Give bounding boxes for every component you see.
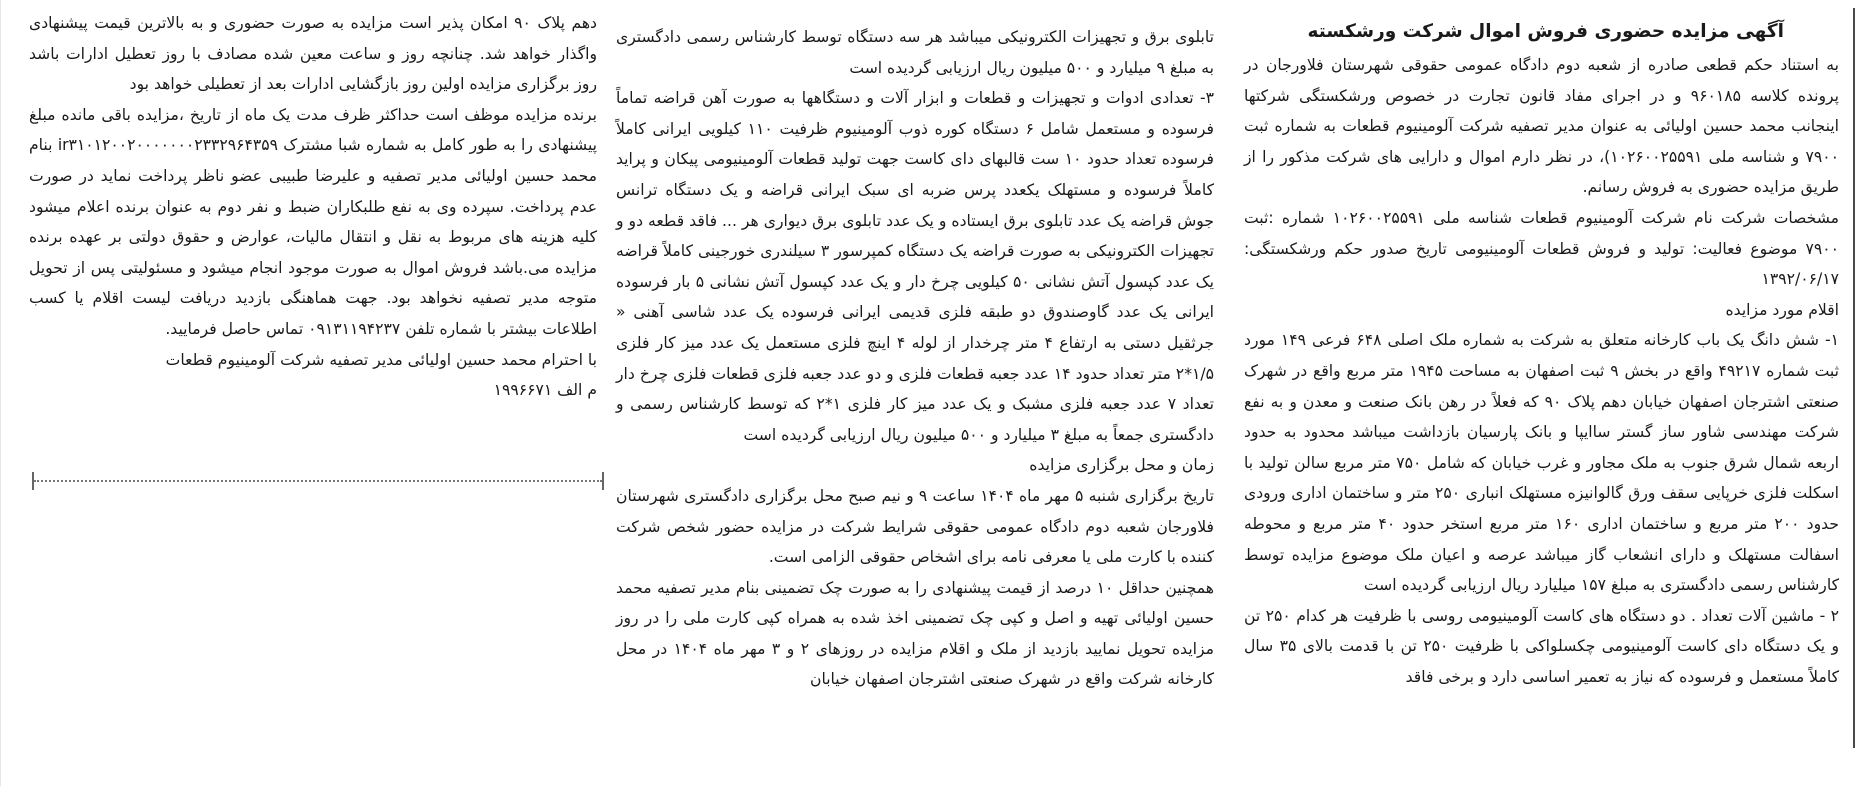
- notice-title: آگهی مزایده حضوری فروش اموال شرکت ورشکسته: [1307, 21, 1784, 42]
- address-continued-paragraph: دهم پلاک ۹۰ امکان پذیر است مزایده به صورت حضوری و به بالاترین قیمت پیشنهادی واگذار خواهد شد. چنانچه روز و ساعت معین شده مصادف با روز تعطیل ادارات باشد روز برگزاری مزایده اولین روز بازگشایی ادارات بعد از تعطیلی خواهد بود: [29, 14, 598, 94]
- auction-items-heading: اقلام مورد مزایده: [1725, 300, 1839, 319]
- deposit-paragraph: همچنین حداقل ۱۰ درصد از قیمت پیشنهادی را به صورت چک تضمینی بنام مدیر تصفیه محمد حسین اولیائی تهیه و اصل و کپی چک تضمینی اخذ شده به همراه کپی کارت ملی را در روز مزایده تحویل نمایید بازدید از ملک و اقلام مزایده در روزهای ۲ و ۳ مهر ماه ۱۴۰۴ در محل کارخانه شرکت واقع در شهرک صنعتی اشترجان اصفهان خیابان: [616, 578, 1215, 689]
- time-place-heading: زمان و محل برگزاری مزایده: [1029, 456, 1214, 475]
- signature-line: با احترام محمد حسین اولیائی مدیر تصفیه شرکت آلومینیوم قطعات: [165, 350, 597, 369]
- winner-obligations-paragraph: برنده مزایده موظف است حداکثر ظرف مدت یک ماه از تاریخ ،مزایده باقی مانده مبلغ پیشنهادی را به طور کامل به شماره شبا مشترک ir۳۱۰۱۲۰۰۲۰۰۰۰۰۰۰۲۳۳۲۹۶۴۳۵۹ بنام محمد حسین اولیائی مدیر تصفیه و علیرضا طبیبی عضو ناظر پرداخت نماید در صورت عدم پرداخت. سپرده وی به نفع طلبکاران ضبط و نفر دوم به عنوان برنده اعلام میشود کلیه هزینه های مربوط به نقل و انتقال مالیات، عوارض و حقوق دولتی بر عهده برنده مزایده می.باشد فروش اموال به صورت موجود انجام میشود و مسئولیتی پس از تحویل متوجه مدیر تصفیه نخواهد بود. جهت هماهنگی بازدید دریافت لیست اقلام یا کسب اطلاعات بیشتر با شماره تلفن ۰۹۱۳۱۱۹۴۲۳۷ تماس حاصل فرمایید.: [29, 105, 597, 338]
- notice-column-right: [1244, 16, 1839, 692]
- item-3-scrap-paragraph: ۳- تعدادی ادوات و تجهیزات و قطعات و ابزار آلات و دستگاهها به صورت آهن قراضه تماماً فرسوده و مستعمل شامل ۶ دستگاه کوره ذوب آلومینیوم ظرفیت ۱۱۰ کیلویی ایرانی کاملاً فرسوده تعداد حدود ۱۰ ست قالبهای دای کاست جهت تولید قطعات آلومینیومی پیکان و پراید کاملاً فرسوده و مستهلک یکعدد پرس ضربه ای سبک ایرانی قراضه و یک دستگاه ترانس جوش قراضه یک عدد تابلوی برق ایستاده و یک عدد تابلوی برق دیواری هر ... فاقد قطعه دو و تجهیزات الکترونیکی به صورت قراضه یک دستگاه کمپرسور ۳ سیلندری خورجینی کاملاً قراضه یک عدد کپسول آتش نشانی ۵۰ کیلویی چرخ دار و یک عدد کپسول آتش نشانی ۵ بار فرسوده ایرانی یک عدد گاوصندوق دو طبقه فلزی قدیمی ایرانی فرسوده یک عدد شاسی آهنی « جرثقیل دستی به ارتفاع ۴ متر چرخدار از لوله ۴ اینچ فلزی مستعمل یک عدد میز کار فلزی ۱/۵*۲ متر تعداد حدود ۱۴ عدد جعبه قطعات فلزی و دو عدد جعبه فلزی قطعات فلزی چرخ دار تعداد ۷ عدد جعبه فلزی مشبک و یک عدد میز کار فلزی ۱*۲ که توسط کارشناس رسمی و دادگستری جمعاً به مبلغ ۳ میلیارد و ۵۰۰ میلیون ریال ارزیابی گردیده است: [616, 89, 1215, 444]
- intro-paragraph: به استناد حکم قطعی صادره از شعبه دوم دادگاه عمومی حقوقی شهرستان فلاورجان در پرونده کلاسه ۹۶۰۱۸۵ و در اجرای مفاد قانون تجارت در خصوص ورشکستگی شرکتها اینجانب محمد حسین اولیائی به عنوان مدیر تصفیه شرکت آلومینیوم قطعات به شماره ثبت ۷۹۰۰ و شناسه ملی ۱۰۲۶۰۰۲۵۵۹۱)، در نظر دارم اموال و دارایی های شرکت مذکور را از طریق مزایده حضوری به فروش رسانم.: [1244, 56, 1839, 197]
- divider-cap-right: [602, 472, 604, 490]
- item-1-factory-paragraph: ۱- شش دانگ یک باب کارخانه متعلق به شرکت به شماره ملک اصلی ۶۴۸ فرعی ۱۴۹ مورد ثبت شماره ۴۹۲۱۷ واقع در بخش ۹ ثبت اصفهان به مساحت ۱۹۴۵ متر مربع واقع در شهرک صنعتی اشترجان اصفهان خیابان دهم پلاک ۹۰ که فعلاً در رهن بانک صنعت و معدن و به نفع شرکت مهندسی شاور ساز گستر ساایپا و بانک پارسیان بازداشت میباشد محدود به حدود اربعه شمال شرق جنوب به ملک مجاور و غرب خیابان که شامل ۷۵۰ متر مربع سالن تولید با اسکلت فلزی خرپایی سقف ورق گالوانیزه مستهلک انباری ۲۵۰ متر و ساختمان اداری ورودی حدود ۲۰۰ متر مربع و ساختمان اداری ۱۶۰ متر مربع استخر حدود ۴۰ متر مربع و محوطه اسفالت مستهلک و دارای انشعاب گاز میباشد عرصه و اعیان ملک موضوع مزایده توسط کارشناس رسمی دادگستری به مبلغ ۱۵۷ میلیارد ریال ارزیابی گردیده است: [1244, 331, 1840, 595]
- auction-date-paragraph: تاریخ برگزاری شنبه ۵ مهر ماه ۱۴۰۴ ساعت ۹ و نیم صبح محل برگزاری دادگستری شهرستان فلاورجان شعبه دوم دادگاه عمومی حقوقی شرایط شرکت در مزایده حضور شخص شرکت کننده با کارت ملی یا معرفی نامه برای اشخاص حقوقی الزامی است.: [616, 486, 1214, 567]
- right-column-rule: [1853, 8, 1855, 748]
- left-page-edge: [0, 0, 1, 786]
- end-ornament-divider: [32, 471, 604, 491]
- reference-code: م الف ۱۹۹۶۶۷۱: [493, 381, 597, 400]
- item-2-continued-paragraph: تابلوی برق و تجهیزات الکترونیکی میباشد هر سه دستگاه توسط کارشناس رسمی دادگستری به مبلغ ۹ میلیارد و ۵۰۰ میلیون ریال ارزیابی گردیده است: [616, 28, 1214, 77]
- item-2-machinery-paragraph: ۲ - ماشین آلات تعداد . دو دستگاه های کاست آلومینیومی روسی با ظرفیت هر کدام ۲۵۰ تن و یک دستگاه دای کاست آلومینیومی چکسلواکی با ظرفیت ۲۵۰ تن با قدمت بالای ۳۵ سال کاملاً مستعمل و فرسوده که نیاز به تعمیر اساسی دارد و برخی فاقد: [1244, 606, 1840, 686]
- divider-dotted-line: [34, 480, 602, 482]
- company-details-paragraph: مشخصات شرکت نام شرکت آلومینیوم قطعات شناسه ملی ۱۰۲۶۰۰۲۵۵۹۱ شماره :ثبت ۷۹۰۰ موضوع فعالیت: تولید و فروش قطعات آلومینیومی تاریخ صدور حکم ورشکستگی: ۱۳۹۲/۰۶/۱۷: [1244, 208, 1840, 289]
- notice-column-left: [29, 8, 597, 406]
- notice-column-middle: [616, 22, 1214, 695]
